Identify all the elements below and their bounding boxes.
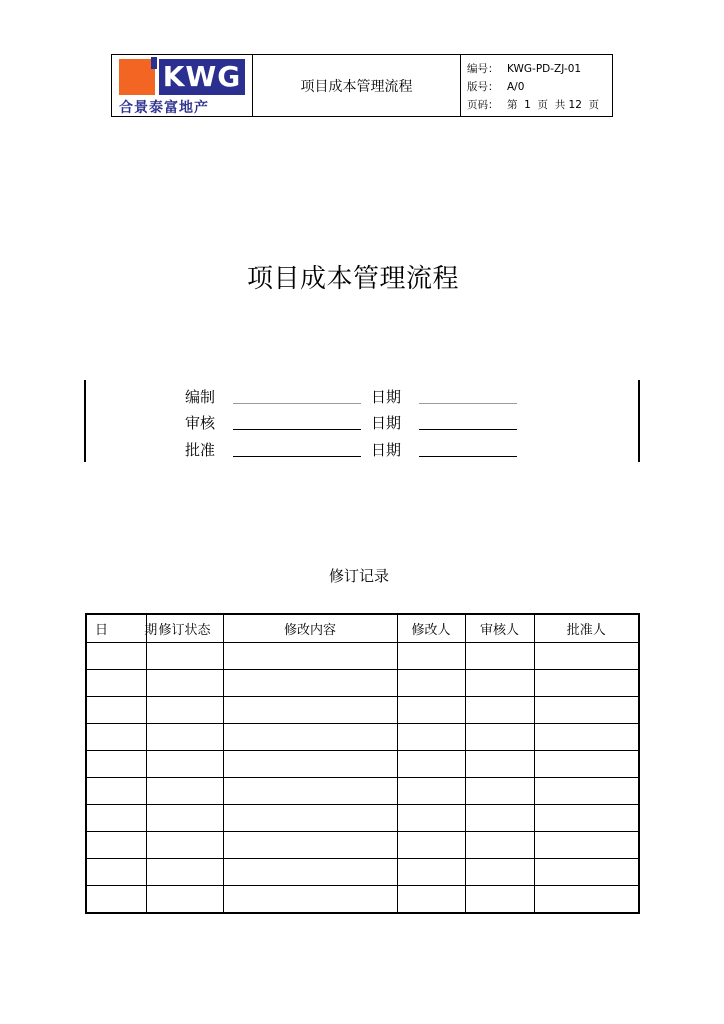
table-row (86, 643, 639, 670)
table-cell[interactable] (397, 778, 465, 805)
approval-row-approve (185, 438, 517, 460)
meta-doc-number (467, 60, 612, 78)
table-row (86, 859, 639, 886)
table-cell[interactable] (146, 724, 223, 751)
table-cell[interactable] (397, 697, 465, 724)
table-cell[interactable] (534, 697, 639, 724)
date-label: 日期 (371, 441, 402, 459)
page-title: 项目成本管理流程 (246, 264, 459, 294)
col-date: 日 期 (86, 614, 146, 643)
table-cell[interactable] (86, 859, 146, 886)
table-cell[interactable] (146, 697, 223, 724)
date-field[interactable] (419, 403, 517, 404)
table-cell[interactable] (223, 859, 397, 886)
table-cell[interactable] (465, 643, 534, 670)
table-cell[interactable] (397, 832, 465, 859)
header-meta (461, 55, 612, 116)
table-cell[interactable] (86, 697, 146, 724)
table-cell[interactable] (146, 886, 223, 914)
table-cell[interactable] (534, 886, 639, 914)
date-label: 日期 (371, 388, 402, 406)
table-cell[interactable] (397, 751, 465, 778)
table-cell[interactable] (534, 724, 639, 751)
table-row (86, 751, 639, 778)
meta-version (467, 78, 612, 96)
table-cell[interactable] (534, 778, 639, 805)
meta-value: 第 1 页 共 12 页 (507, 99, 600, 111)
date-label: 日期 (371, 414, 402, 432)
table-cell[interactable] (465, 778, 534, 805)
table-cell[interactable] (223, 886, 397, 914)
table-cell[interactable] (146, 643, 223, 670)
table-row (86, 778, 639, 805)
table-cell[interactable] (146, 778, 223, 805)
col-approver: 批准人 (534, 614, 639, 643)
approval-block (84, 380, 640, 462)
table-cell[interactable] (534, 859, 639, 886)
table-cell[interactable] (223, 670, 397, 697)
table-cell[interactable] (534, 751, 639, 778)
table-cell[interactable] (86, 724, 146, 751)
table-cell[interactable] (397, 805, 465, 832)
table-cell[interactable] (223, 832, 397, 859)
table-row (86, 805, 639, 832)
table-cell[interactable] (465, 832, 534, 859)
logo-letters: KWG (159, 59, 245, 95)
table-cell[interactable] (86, 670, 146, 697)
table-cell[interactable] (146, 832, 223, 859)
table-cell[interactable] (534, 643, 639, 670)
signature-field[interactable] (233, 456, 361, 457)
col-status: 修订状态 (146, 614, 223, 643)
table-cell[interactable] (465, 751, 534, 778)
table-cell[interactable] (397, 724, 465, 751)
table-cell[interactable] (465, 670, 534, 697)
table-cell[interactable] (397, 643, 465, 670)
table-row (86, 670, 639, 697)
table-cell[interactable] (146, 670, 223, 697)
table-cell[interactable] (465, 724, 534, 751)
logo-company-name: 合景泰富地产 (119, 100, 209, 116)
table-cell[interactable] (223, 805, 397, 832)
table-cell[interactable] (86, 805, 146, 832)
table-row (86, 832, 639, 859)
approval-label: 编制 (185, 388, 216, 406)
table-cell[interactable] (397, 670, 465, 697)
revision-table (85, 613, 640, 914)
col-reviewer: 审核人 (465, 614, 534, 643)
approval-row-review (185, 411, 517, 433)
table-cell[interactable] (534, 670, 639, 697)
col-modifier: 修改人 (397, 614, 465, 643)
date-field[interactable] (419, 456, 517, 457)
col-content: 修改内容 (223, 614, 397, 643)
meta-value: A/0 (507, 81, 525, 93)
table-cell[interactable] (223, 643, 397, 670)
table-row (86, 697, 639, 724)
approval-right-bar (638, 380, 640, 462)
table-cell[interactable] (223, 751, 397, 778)
table-cell[interactable] (223, 697, 397, 724)
date-field[interactable] (419, 429, 517, 430)
meta-page (467, 96, 612, 114)
signature-field[interactable] (233, 403, 361, 404)
meta-key: 页码： (467, 99, 499, 111)
table-cell[interactable] (223, 778, 397, 805)
table-cell[interactable] (465, 859, 534, 886)
table-cell[interactable] (465, 697, 534, 724)
meta-key: 版号： (467, 81, 499, 93)
table-cell[interactable] (86, 886, 146, 914)
table-cell[interactable] (534, 832, 639, 859)
table-cell[interactable] (223, 724, 397, 751)
table-cell[interactable] (465, 886, 534, 914)
approval-label: 批准 (185, 441, 216, 459)
meta-key: 编号： (467, 63, 499, 75)
approval-left-bar (84, 380, 86, 462)
logo-accent-bar (150, 57, 158, 97)
revision-header-row (86, 614, 639, 643)
table-cell[interactable] (397, 859, 465, 886)
approval-row-prepare (185, 385, 517, 407)
table-cell[interactable] (534, 805, 639, 832)
table-cell[interactable] (86, 778, 146, 805)
table-row (86, 886, 639, 914)
header-doc-title: 项目成本管理流程 (253, 55, 461, 116)
table-cell[interactable] (146, 751, 223, 778)
approval-label: 审核 (185, 414, 216, 432)
document-header (111, 54, 613, 117)
signature-field[interactable] (233, 429, 361, 430)
table-cell[interactable] (86, 751, 146, 778)
table-row (86, 724, 639, 751)
table-cell[interactable] (86, 643, 146, 670)
table-cell[interactable] (146, 805, 223, 832)
table-cell[interactable] (465, 805, 534, 832)
table-cell[interactable] (397, 886, 465, 914)
table-cell[interactable] (146, 859, 223, 886)
company-logo (112, 55, 253, 116)
revision-title: 修订记录 (328, 567, 389, 585)
meta-value: KWG-PD-ZJ-01 (507, 63, 582, 75)
table-cell[interactable] (86, 832, 146, 859)
